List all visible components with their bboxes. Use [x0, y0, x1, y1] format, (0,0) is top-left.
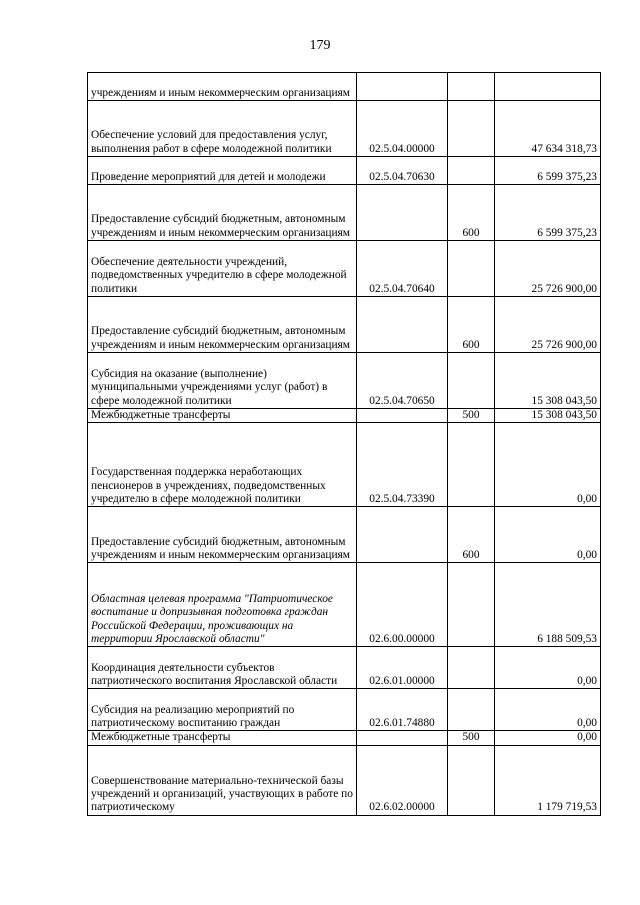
row-code-cell [357, 297, 448, 353]
table-row [88, 563, 601, 647]
row-code-cell: 02.6.02.00000 [357, 745, 448, 815]
row-code-cell [357, 731, 448, 745]
row-sum-cell: 6 188 509,53 [495, 563, 601, 647]
row-name-cell: Предоставление субсидий бюджетным, автономным учреждениям и иным некоммерческим организациям [88, 297, 357, 353]
row-name-cell: Субсидия на оказание (выполнение) муниципальными учреждениями услуг (работ) в сфере молодежной политики [88, 353, 357, 409]
row-type-cell: 600 [448, 297, 495, 353]
table-row [88, 241, 601, 297]
row-type-cell: 600 [448, 185, 495, 241]
row-sum-cell: 15 308 043,50 [495, 353, 601, 409]
row-type-cell [448, 647, 495, 689]
row-code-cell: 02.5.04.70630 [357, 157, 448, 185]
table-row [88, 73, 601, 101]
row-sum-cell: 0,00 [495, 647, 601, 689]
row-sum-cell: 25 726 900,00 [495, 297, 601, 353]
row-sum-cell: 0,00 [495, 423, 601, 507]
row-name-cell: Обеспечение условий для предоставления услуг, выполнения работ в сфере молодежной политики [88, 101, 357, 157]
row-code-cell [357, 185, 448, 241]
row-name-cell: Обеспечение деятельности учреждений, подведомственных учредителю в сфере молодежной политики [88, 241, 357, 297]
row-name-cell: Координация деятельности субъектов патриотического воспитания Ярославской области [88, 647, 357, 689]
row-code-cell: 02.6.01.74880 [357, 689, 448, 731]
row-type-cell: 600 [448, 507, 495, 563]
row-type-cell: 500 [448, 731, 495, 745]
row-sum-cell: 0,00 [495, 507, 601, 563]
row-type-cell [448, 745, 495, 815]
row-sum-cell: 0,00 [495, 689, 601, 731]
row-type-cell [448, 241, 495, 297]
row-code-cell: 02.5.04.70650 [357, 353, 448, 409]
row-name-cell: Предоставление субсидий бюджетным, автономным учреждениям и иным некоммерческим организациям [88, 507, 357, 563]
row-type-cell [448, 157, 495, 185]
row-code-cell: 02.6.00.00000 [357, 563, 448, 647]
row-name-cell: Государственная поддержка неработающих пенсионеров в учреждениях, подведомственных учредителю в сфере молодежной политики [88, 423, 357, 507]
row-name-cell: учреждениям и иным некоммерческим организациям [88, 73, 357, 101]
row-name-cell: Межбюджетные трансферты [88, 731, 357, 745]
row-code-cell: 02.5.04.00000 [357, 101, 448, 157]
table-row [88, 745, 601, 815]
row-code-cell: 02.5.04.73390 [357, 423, 448, 507]
row-sum-cell: 0,00 [495, 731, 601, 745]
row-sum-cell: 15 308 043,50 [495, 409, 601, 423]
row-type-cell [448, 73, 495, 101]
row-code-cell [357, 507, 448, 563]
row-code-cell: 02.5.04.70640 [357, 241, 448, 297]
row-type-cell [448, 689, 495, 731]
row-name-cell: Предоставление субсидий бюджетным, автономным учреждениям и иным некоммерческим организациям [88, 185, 357, 241]
table-row [88, 647, 601, 689]
table-row [88, 101, 601, 157]
table-row [88, 353, 601, 409]
row-name-cell: Областная целевая программа "Патриотическое воспитание и допризывная подготовка граждан Российской Федерации, проживающих на территории Ярославской области" [88, 563, 357, 647]
table-row [88, 297, 601, 353]
row-type-cell [448, 353, 495, 409]
row-sum-cell: 25 726 900,00 [495, 241, 601, 297]
budget-table-body [88, 73, 601, 816]
row-type-cell [448, 101, 495, 157]
page-number: 179 [309, 38, 331, 53]
table-row [88, 423, 601, 507]
row-code-cell [357, 409, 448, 423]
table-row [88, 185, 601, 241]
budget-table [87, 72, 601, 816]
row-sum-cell: 47 634 318,73 [495, 101, 601, 157]
table-row [88, 157, 601, 185]
table-row [88, 731, 601, 745]
row-name-cell: Межбюджетные трансферты [88, 409, 357, 423]
row-code-cell: 02.6.01.00000 [357, 647, 448, 689]
table-row [88, 409, 601, 423]
row-sum-cell: 6 599 375,23 [495, 185, 601, 241]
row-type-cell [448, 563, 495, 647]
row-type-cell [448, 423, 495, 507]
row-sum-cell [495, 73, 601, 101]
row-type-cell: 500 [448, 409, 495, 423]
row-sum-cell: 1 179 719,53 [495, 745, 601, 815]
row-name-cell: Совершенствование материально-технической базы учреждений и организаций, участвующих в работе по патриотическому [88, 745, 357, 815]
row-name-cell: Субсидия на реализацию мероприятий по патриотическому воспитанию граждан [88, 689, 357, 731]
table-row [88, 507, 601, 563]
row-code-cell [357, 73, 448, 101]
row-name-cell: Проведение мероприятий для детей и молодежи [88, 157, 357, 185]
table-row [88, 689, 601, 731]
row-sum-cell: 6 599 375,23 [495, 157, 601, 185]
